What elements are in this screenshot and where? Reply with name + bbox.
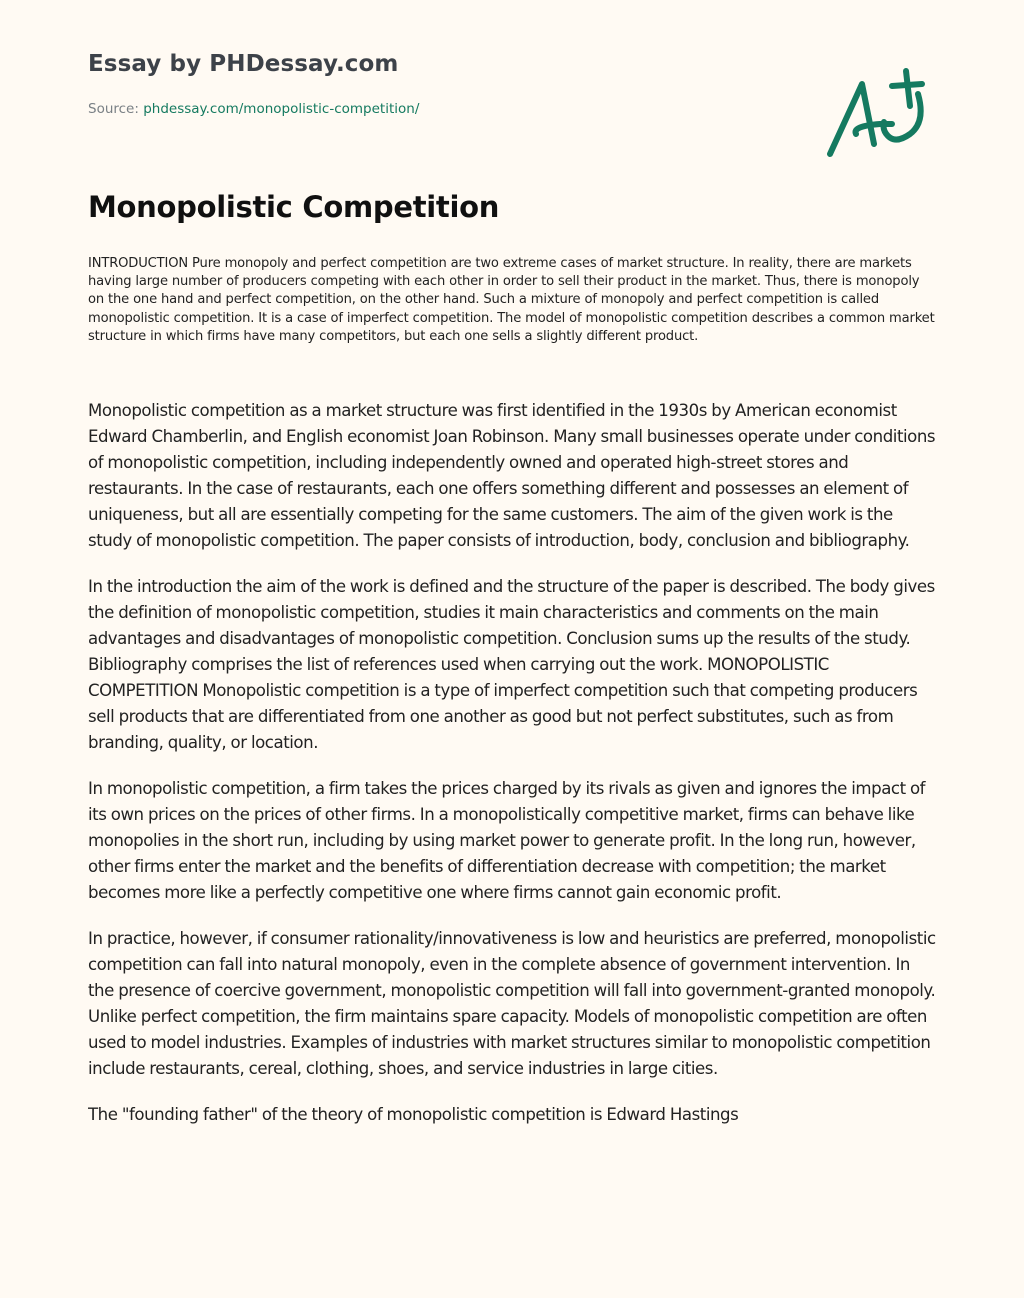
source-label: Source: [88,101,144,117]
source-link[interactable]: phdessay.com/monopolistic-competition/ [143,101,420,117]
essay-intro: INTRODUCTION Pure monopoly and perfect competition are two extreme cases of market structure. In reality, there are markets having large number of producers competing with each other in order to sell their product in the market. Thus, there is monopoly on the one hand and perfect competition, on the other hand. Such a mixture of monopoly and perfect competition is called monopolistic competition. It is a case of imperfect competition. The model of monopolistic competition describes a common market structure in which firms have many competitors, but each one sells a slightly different product. [88,256,935,344]
a-plus-grade-icon [822,64,932,160]
site-brand: Essay by PHDessay.com [88,51,399,77]
essay-paragraph: In monopolistic competition, a firm takes the prices charged by its rivals as given and ignores the impact of its own prices on the prices of other firms. In a monopolistically competitive market, firms can behave like monopolies in the short run, including by using market power to generate profit. In the long run, however, other firms enter the market and the benefits of differentiation decrease with competition; the market becomes more like a perfectly competitive one where firms cannot gain economic profit. [88,779,926,902]
essay-paragraph: Monopolistic competition as a market structure was first identified in the 1930s by American economist Edward Chamberlin, and English economist Joan Robinson. Many small businesses operate under conditions of monopolistic competition, including independently owned and operated high-street stores and restaurants. In the case of restaurants, each one offers something different and possesses an element of uniqueness, but all are essentially competing for the same customers. The aim of the given work is the study of monopolistic competition. The paper consists of introduction, body, conclusion and bibliography. [88,401,936,550]
essay-paragraph: The "founding father" of the theory of monopolistic competition is Edward Hastings [88,1105,739,1124]
essay-body [88,398,940,1254]
essay-paragraph: In practice, however, if consumer rationality/innovativeness is low and heuristics are preferred, monopolistic competition can fall into natural monopoly, even in the complete absence of government intervention. In the presence of coercive government, monopolistic competition will fall into government-granted monopoly. Unlike perfect competition, the firm maintains spare capacity. Models of monopolistic competition are often used to model industries. Examples of industries with market structures similar to monopolistic competition include restaurants, cereal, clothing, shoes, and service industries in large cities. [88,929,936,1078]
essay-title: Monopolistic Competition [88,190,500,224]
essay-paragraph: In the introduction the aim of the work is defined and the structure of the paper is described. The body gives the definition of monopolistic competition, studies it main characteristics and comments on the main advantages and disadvantages of monopolistic competition. Conclusion sums up the results of the study. Bibliography comprises the list of references used when carrying out the work. MONOPOLISTIC COMPETITION Monopolistic competition is a type of imperfect competition such that competing producers sell products that are differentiated from one another as good but not perfect substitutes, such as from branding, quality, or location. [88,577,935,752]
source-line [88,101,419,117]
